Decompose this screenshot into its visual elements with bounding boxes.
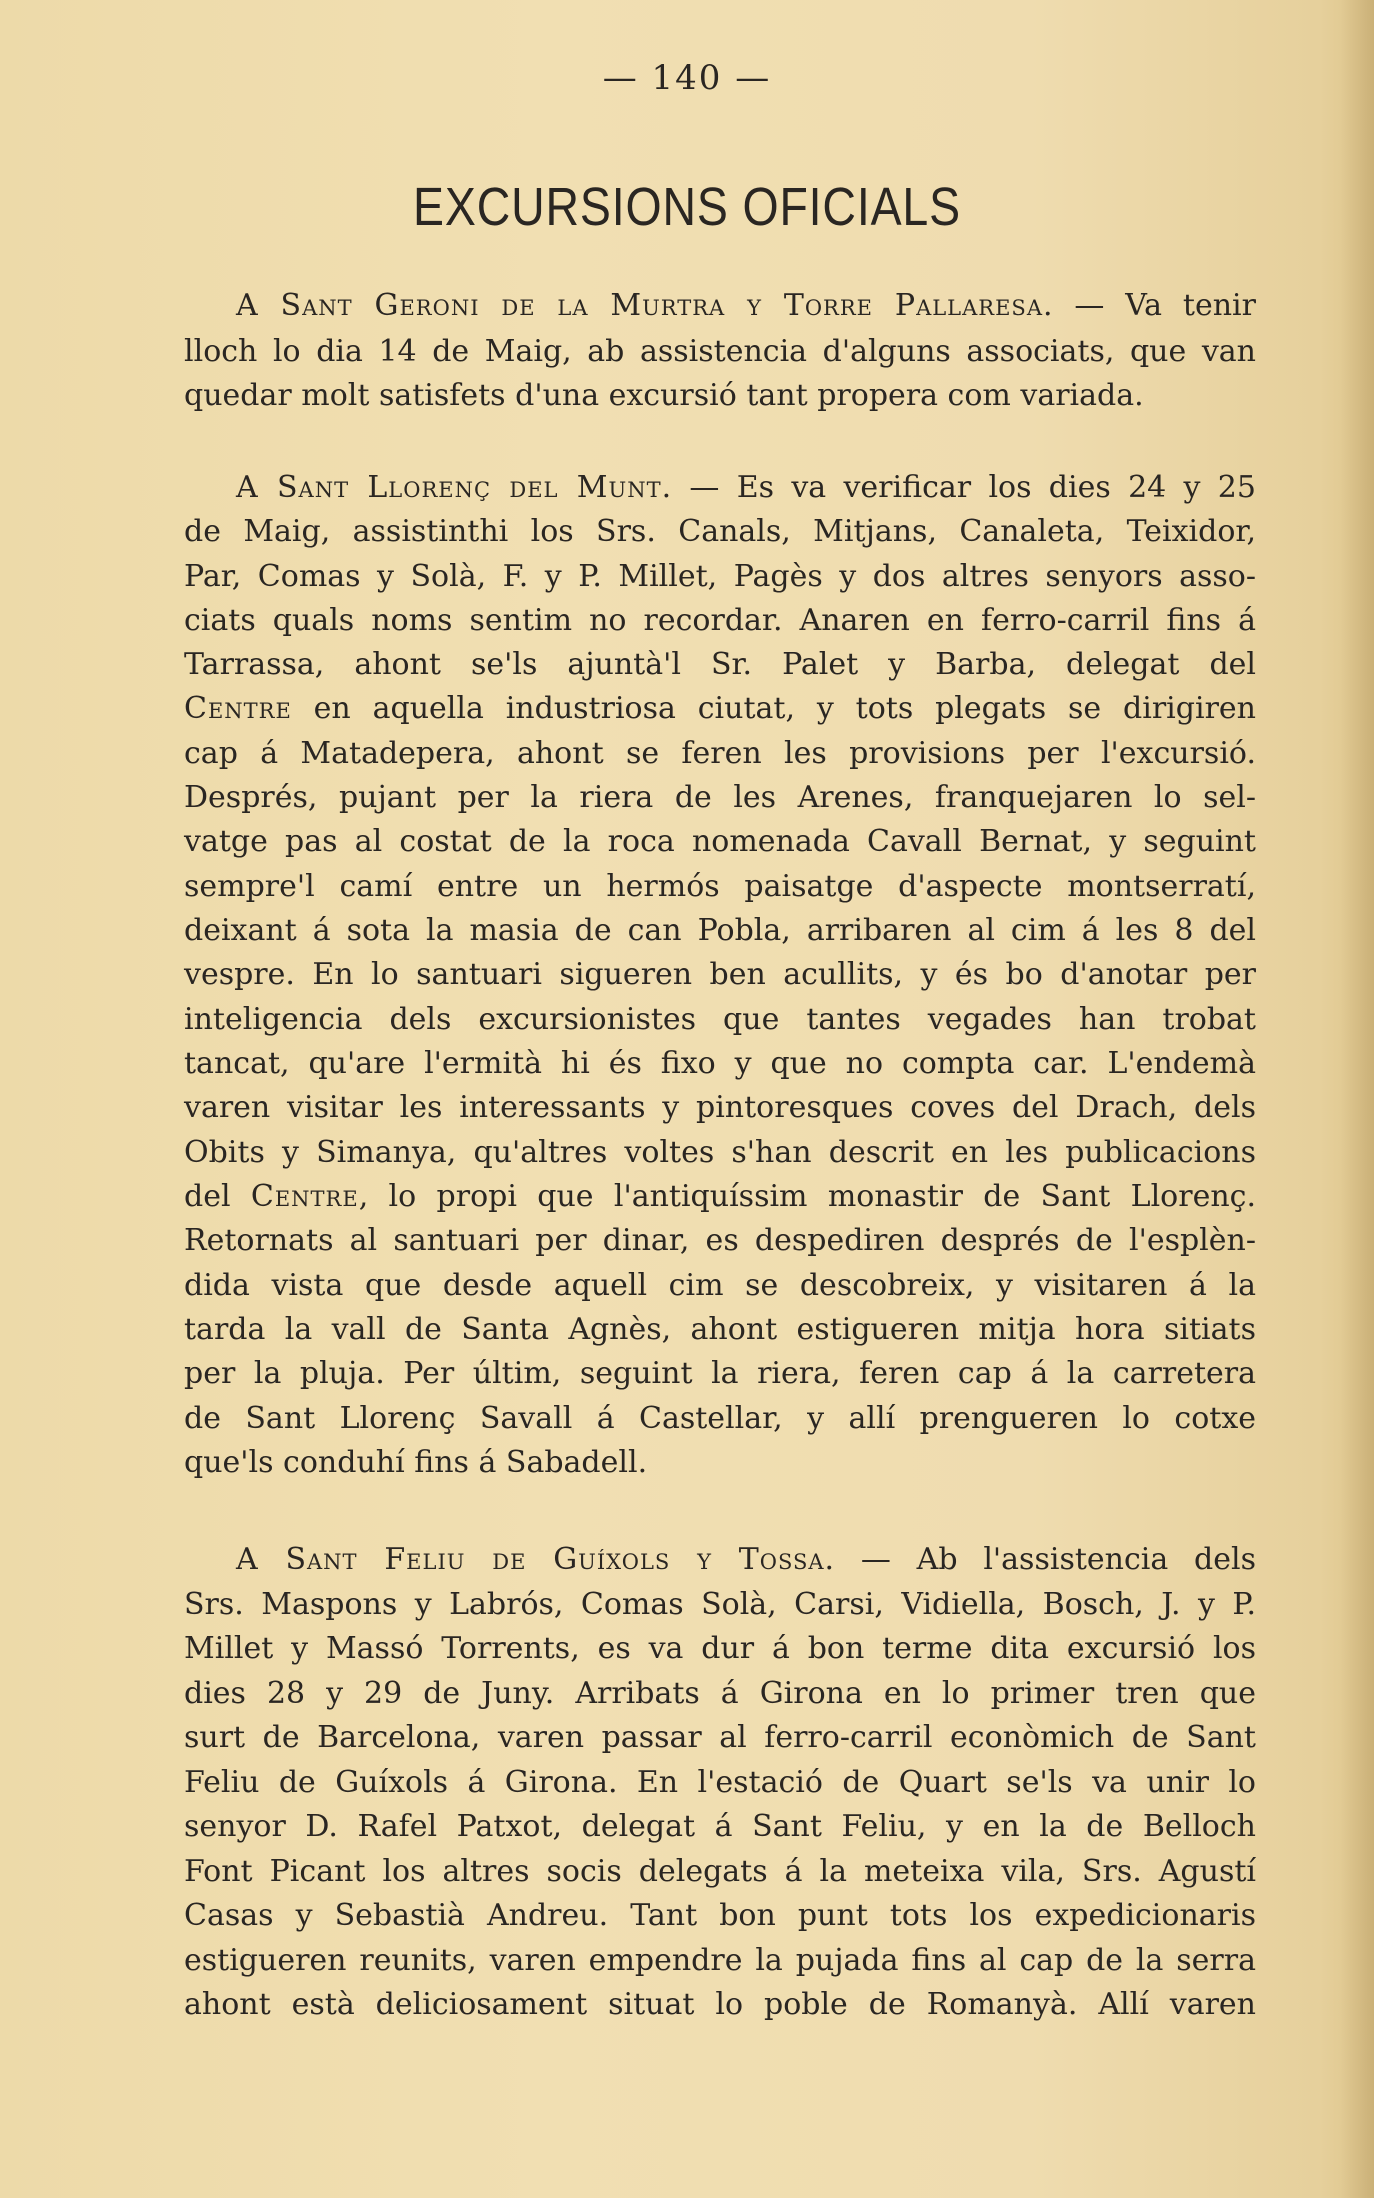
paragraph-1-heading: A Sant Geroni de la Murtra y Torre Pallaresa. (236, 288, 1054, 323)
paragraph-2-line-23: que'ls conduhí fins á Sabadell. (184, 1445, 648, 1480)
paragraph-2-heading: A Sant Llorenç del Munt. (236, 470, 673, 505)
paragraph-3-heading: A Sant Feliu de Guíxols y Tossa. (236, 1542, 836, 1577)
paragraph-3-line-3: Millet y Massó Torrents, es va dur á bon terme dita excursió los (184, 1631, 1256, 1666)
paragraph-1-line-1: A Sant Geroni de la Murtra y Torre Pallaresa. — Va tenir (236, 288, 1256, 323)
paragraph-3-line-11: ahont està deliciosament situat lo poble de Romanyà. Allí varen (184, 1987, 1256, 2022)
paragraph-2-line-2: de Maig, assistinthi los Srs. Canals, Mitjans, Canaleta, Teixidor, (184, 514, 1256, 549)
paragraph-2-line-5: Tarrassa, ahont se'ls ajuntà'l Sr. Palet y Barba, delegat del (184, 647, 1256, 682)
paragraph-3-line-1: A Sant Feliu de Guíxols y Tossa. — Ab l'assistencia dels (236, 1542, 1256, 1577)
paragraph-2-line-19: dida vista que desde aquell cim se descobreix, y visitaren á la (184, 1268, 1256, 1303)
paragraph-2-line-7: cap á Matadepera, ahont se feren les provisions per l'excursió. (184, 736, 1256, 771)
paragraph-2-line-20: tarda la vall de Santa Agnès, ahont estigueren mitja hora sitiats (184, 1312, 1256, 1347)
paragraph-2-line-9: vatge pas al costat de la roca nomenada Cavall Bernat, y seguint (184, 824, 1256, 859)
page-edge-shadow (1340, 0, 1374, 2198)
paragraph-2-line-1: A Sant Llorenç del Munt. — Es va verificar los dies 24 y 25 (236, 470, 1256, 505)
centre-name: Centre (184, 691, 292, 726)
paragraph-2-line-12: vespre. En lo santuari sigueren ben acullits, y és bo d'anotar per (184, 957, 1256, 992)
paragraph-2-line-22: de Sant Llorenç Savall á Castellar, y allí prengueren lo cotxe (184, 1401, 1256, 1436)
paragraph-3-line-10: estigueren reunits, varen empendre la pujada fins al cap de la serra (184, 1943, 1256, 1978)
paragraph-3-line-4: dies 28 y 29 de Juny. Arribats á Girona en lo primer tren que (184, 1676, 1256, 1711)
paragraph-2-line-15: varen visitar les interessants y pintoresques coves del Drach, dels (184, 1090, 1256, 1125)
paragraph-2-line-8: Després, pujant per la riera de les Arenes, franquejaren lo sel- (184, 780, 1256, 815)
section-title: EXCURSIONS OFICIALS (413, 177, 961, 237)
paragraph-2-line-6: Centre en aquella industriosa ciutat, y tots plegats se dirigiren (184, 691, 1256, 726)
paragraph-2-line-11: deixant á sota la masia de can Pobla, arribaren al cim á les 8 del (184, 913, 1256, 948)
paragraph-3-line-8: Font Picant los altres socis delegats á la meteixa vila, Srs. Agustí (184, 1854, 1256, 1889)
centre-name: Centre (250, 1179, 359, 1214)
paragraph-2-line-10: sempre'l camí entre un hermós paisatge d'aspecte montserratí, (184, 869, 1256, 904)
paragraph-1-line-3: quedar molt satisfets d'una excursió tant propera com variada. (184, 378, 1144, 413)
paragraph-2-line-13: inteligencia dels excursionistes que tantes vegades han trobat (184, 1002, 1256, 1037)
paragraph-2-line-3: Par, Comas y Solà, F. y P. Millet, Pagès y dos altres senyors asso- (184, 559, 1256, 594)
paragraph-2-line-18: Retornats al santuari per dinar, es despediren després de l'esplèn- (184, 1223, 1256, 1258)
paragraph-1-line-2: lloch lo dia 14 de Maig, ab assistencia d'alguns associats, que van (184, 334, 1256, 369)
paragraph-2-line-21: per la pluja. Per últim, seguint la riera, feren cap á la carretera (184, 1356, 1256, 1391)
paragraph-3-line-5: surt de Barcelona, varen passar al ferro-carril econòmich de Sant (184, 1720, 1256, 1755)
paragraph-2-line-4: ciats quals noms sentim no recordar. Anaren en ferro-carril fins á (184, 603, 1256, 638)
paragraph-3-line-6: Feliu de Guíxols á Girona. En l'estació de Quart se'ls va unir lo (184, 1765, 1256, 1800)
paragraph-2-line-14: tancat, qu'are l'ermità hi és fixo y que no compta car. L'endemà (184, 1046, 1256, 1081)
paragraph-3-line-2: Srs. Maspons y Labrós, Comas Solà, Carsi, Vidiella, Bosch, J. y P. (184, 1587, 1256, 1622)
paragraph-3-line-7: senyor D. Rafel Patxot, delegat á Sant Feliu, y en la de Belloch (184, 1809, 1256, 1844)
paragraph-2-line-16: Obits y Simanya, qu'altres voltes s'han descrit en les publicacions (184, 1135, 1256, 1170)
paragraph-2-line-17: del Centre, lo propi que l'antiquíssim monastir de Sant Llorenç. (184, 1179, 1256, 1214)
page-number: — 140 — (602, 58, 772, 98)
paragraph-3-line-9: Casas y Sebastià Andreu. Tant bon punt tots los expedicionaris (184, 1898, 1256, 1933)
